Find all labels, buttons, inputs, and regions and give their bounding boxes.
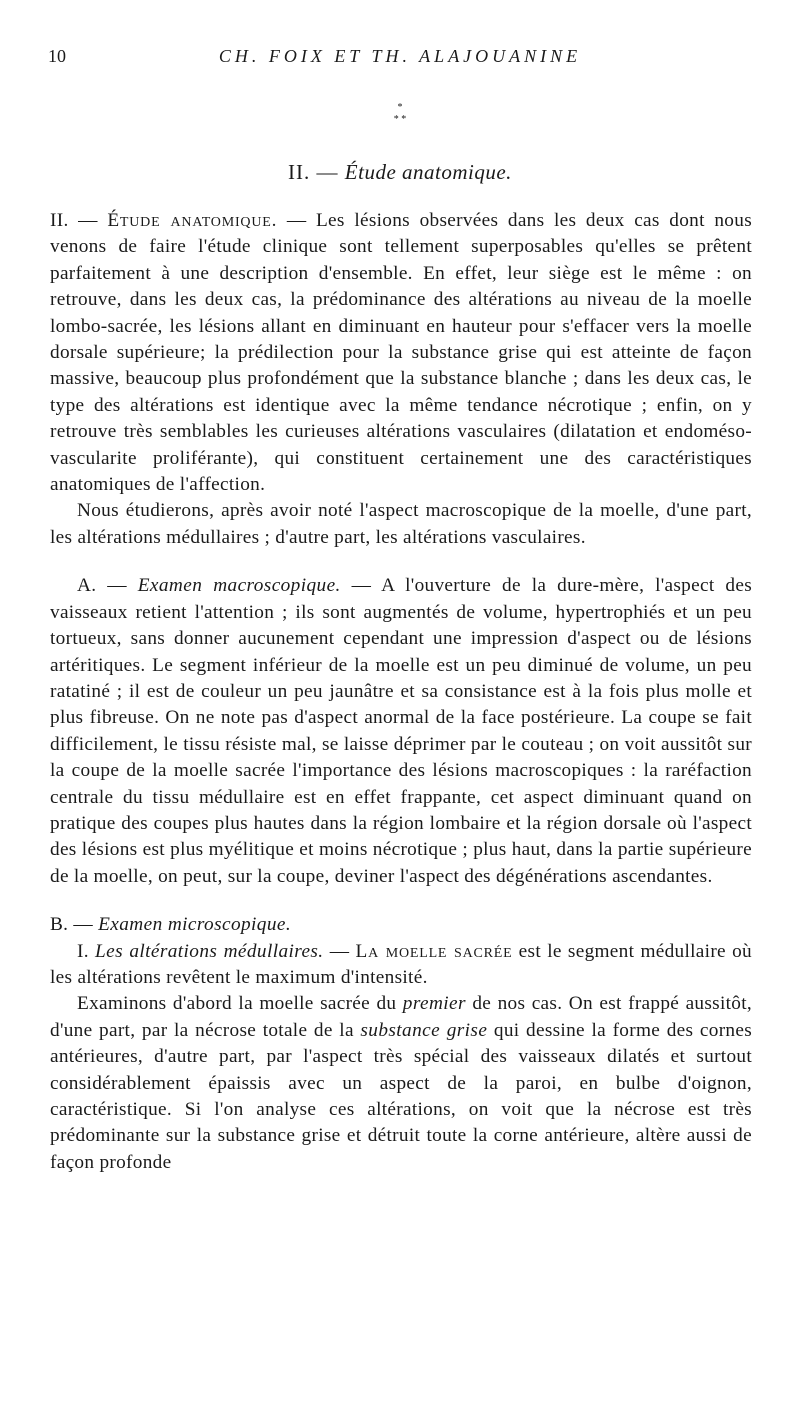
paragraph-text-3: qui dessine la forme des cornes antérieures, d'autre part, par l'aspect très spécial des vaisseaux dilatés et surtout considérablement épaissis avec un aspect de la paroi, en bulbe d'oignon, caractéristique. Si l'on analyse ces altérations, on voit que la nécrose est très prédominante sur la substance grise et détruit toute la corne antérieure, altère aussi de façon profonde — [50, 1019, 753, 1173]
paragraph-title: Les altérations médullaires. — [95, 940, 324, 962]
paragraph-text: — A l'ouverture de la dure-mère, l'aspect des vaisseaux retient l'attention ; ils sont augmentés de volume, hypertrophiés et un peu tortueux, sans donner aucunement cependant une impression d'aspect ou de lésions artéritiques. Le segment inférieur de la moelle est un peu diminué de volume, un peu ratatiné ; il est de couleur un peu jaunâtre et sa consistance est à la fois plus molle et plus fibreuse. On ne note pas d'aspect anormal de la face postérieure. La coupe se fait difficilement, le tissu résiste mal, se laisse déprimer par le couteau ; on voit aussitôt sur la coupe de la moelle sacrée l'importance des lésions macroscopiques : la raréfaction centrale du tissu médullaire est en effet frappante, cet aspect diminuant quand on pratique des coupes plus hautes dans la région lombaire et la région dorsale où l'aspect des lésions est plus myélitique et moins nécrotique ; plus haut, dans la partie supérieure de la moelle, on peut, sur la coupe, deviner l'aspect des dégénérations ascendantes. — [50, 575, 752, 887]
ornament-bottom: * * — [393, 114, 407, 125]
paragraph-lead: A. — — [77, 575, 127, 597]
running-head: CH. FOIX ET TH. ALAJOUANINE — [218, 46, 582, 66]
paragraph-text: est le segment médullaire où les altérations revêtent le maximum d'intensité. — [50, 940, 752, 988]
paragraph-lead: II. — — [50, 210, 98, 231]
paragraph-lead: I. — [77, 940, 89, 962]
subheading-examen-microscopique — [50, 912, 752, 938]
section-heading — [0, 160, 800, 185]
page-header — [48, 38, 752, 72]
page-number: 10 — [48, 46, 66, 66]
section-number: II. — [288, 160, 311, 184]
ornament-top: * — [397, 102, 403, 113]
paragraph-italic-1: premier — [402, 993, 466, 1015]
paragraph-text: — Les lésions observées dans les deux cas dont nous venons de faire l'étude clinique sont tellement superposables qu'elles se prêtent parfaitement à une description d'ensemble. En effet, leur siège est le même : on retrouve, dans les deux cas, la prédominance des altérations au niveau de la moelle lombo-sacrée, les lésions allant en diminuant en hauteur pour s'effacer vers la moelle dorsale supérieure; la prédilection pour la substance grise qui est atteinte de façon massive, beaucoup plus profondément que la substance blanche ; dans les deux cas, le type des altérations est identique avec la même tendance nécrotique ; enfin, on y retrouve très semblables les curieuses altérations vasculaires (dilatation et endoméso-vascularite proliférante), qui constituent certainement une des caractéristiques anatomiques de l'affection. — [50, 210, 752, 496]
body-text — [50, 208, 752, 1176]
paragraph-moelle-sacree — [50, 991, 752, 1176]
paragraph-text-2: de nos cas. On est frappé aussitôt, d'une part, par la nécrose totale de la — [50, 993, 753, 1041]
paragraph-text-1: Examinons d'abord la moelle sacrée du — [77, 993, 397, 1015]
paragraph-lead: B. — — [50, 914, 93, 936]
paragraph-title: Examen macroscopique. — [137, 575, 341, 597]
section-title: Étude anatomique. — [344, 160, 512, 184]
paragraph-title: Examen microscopique. — [98, 914, 292, 936]
asterism-ornament — [0, 102, 800, 126]
paragraph-plan: Nous étudierons, après avoir noté l'aspect macroscopique de la moelle, d'une part, les altérations médullaires ; d'autre part, les altérations vasculaires. — [50, 500, 752, 548]
paragraph-etude-anatomique — [50, 208, 752, 498]
paragraph-dash: — — [329, 940, 350, 962]
paragraph-italic-2: substance grise — [360, 1019, 488, 1041]
paragraph-examen-macroscopique — [50, 573, 752, 890]
paragraph-alterations-medullaires — [50, 939, 752, 992]
paragraph-title: Étude anatomique. — [107, 210, 278, 231]
paragraph-smallcaps: La moelle sacrée — [355, 940, 513, 962]
section-dash: — — [316, 160, 339, 184]
